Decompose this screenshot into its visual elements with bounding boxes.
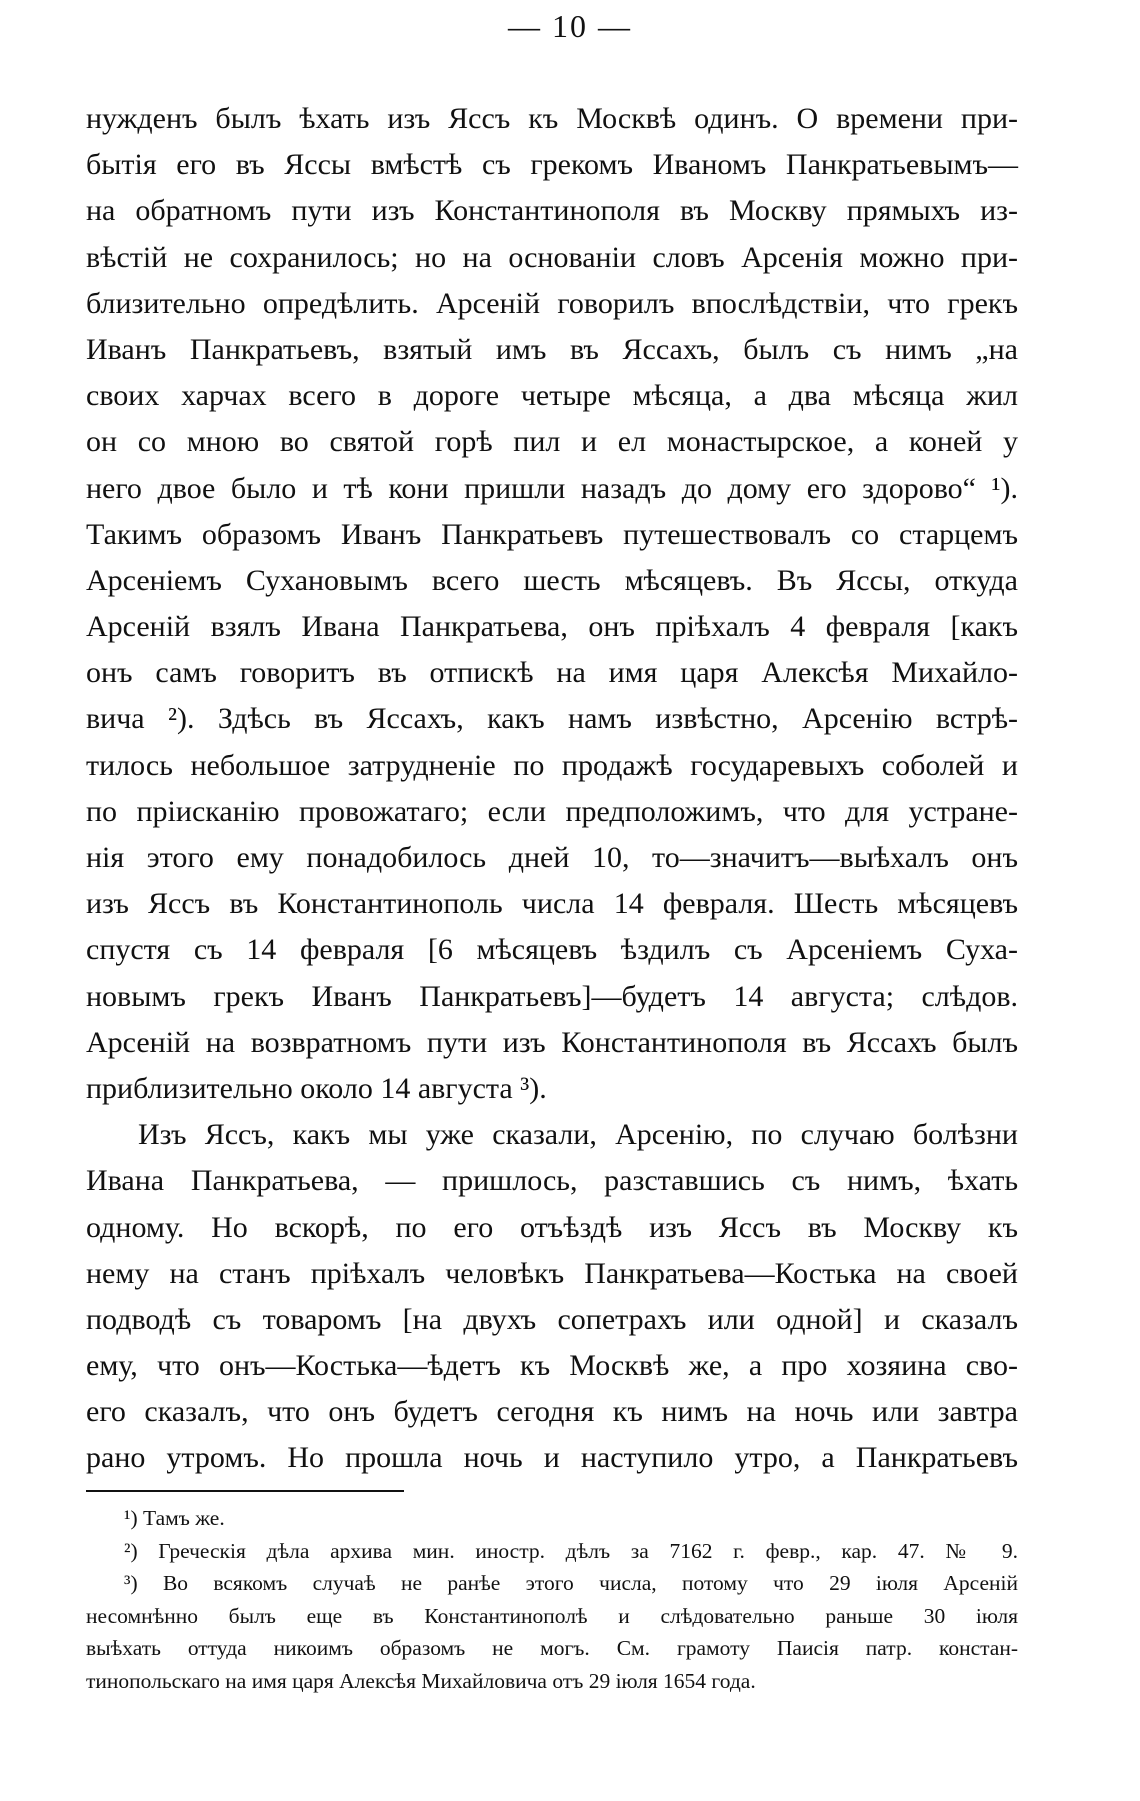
body-line: на обратномъ пути изъ Константинополя въ Москву прямыхъ из- [86, 194, 1018, 228]
body-line: Такимъ образомъ Иванъ Панкратьевъ путешествовалъ со старцемъ [86, 517, 1018, 551]
footnote-line: ³) Во всякомъ случаѣ не ранѣе этого числа, потому что 29 іюля Арсеній [124, 1571, 1018, 1596]
body-line: Изъ Яссъ, какъ мы уже сказали, Арсенію, по случаю болѣзни [138, 1118, 1018, 1152]
body-line: него двое было и тѣ кони пришли назадъ до дому его здорово“ ¹). [86, 471, 1018, 505]
body-text [86, 96, 1018, 1482]
footnote-line: ²) Греческія дѣла архива мин. иностр. дѣлъ за 7162 г. февр., кар. 47. № 9. [124, 1538, 1018, 1563]
page-number: — 10 — [508, 8, 632, 44]
footnote-line: тинопольскаго на имя царя Алексѣя Михайловича отъ 29 іюля 1654 года. [86, 1668, 756, 1693]
body-line: нужденъ былъ ѣхать изъ Яссъ къ Москвѣ одинъ. О времени при- [86, 102, 1018, 135]
body-line: Арсеніемъ Сухановымъ всего шесть мѣсяцевъ. Въ Яссы, откуда [86, 563, 1018, 597]
body-line: его сказалъ, что онъ будетъ сегодня къ нимъ на ночь или завтра [86, 1395, 1018, 1429]
body-line: спустя съ 14 февраля [6 мѣсяцевъ ѣздилъ съ Арсеніемъ Суха- [86, 933, 1018, 967]
footnotes [86, 1502, 1018, 1698]
body-line: Арсеній взялъ Ивана Панкратьева, онъ пріѣхалъ 4 февраля [какъ [86, 610, 1018, 644]
body-line: нія этого ему понадобилось дней 10, то—значитъ—выѣхалъ онъ [86, 841, 1018, 874]
body-line: нему на станъ пріѣхалъ человѣкъ Панкратьева—Костька на своей [86, 1256, 1018, 1290]
body-line: онъ самъ говоритъ въ отпискѣ на имя царя Алексѣя Михайло- [86, 656, 1018, 690]
body-line: ему, что онъ—Костька—ѣдетъ къ Москвѣ же, а про хозяина сво- [86, 1349, 1018, 1383]
body-line: изъ Яссъ въ Константинополь числа 14 февраля. Шесть мѣсяцевъ [86, 887, 1018, 921]
body-line: приблизительно около 14 августа ³). [86, 1071, 547, 1105]
body-line: близительно опредѣлить. Арсеній говорилъ впослѣдствіи, что грекъ [86, 286, 1018, 320]
footnote-line: несомнѣнно былъ еще въ Константинополѣ и слѣдовательно раньше 30 іюля [86, 1603, 1018, 1628]
body-line: одному. Но вскорѣ, по его отъѣздѣ изъ Яссъ въ Москву къ [86, 1210, 1018, 1244]
body-line: бытія его въ Яссы вмѣстѣ съ грекомъ Иваномъ Панкратьевымъ— [86, 148, 1018, 182]
body-line: он со мною во святой горѣ пил и ел монастырское, а коней у [86, 425, 1018, 459]
body-line: вича ²). Здѣсь въ Яссахъ, какъ намъ извѣстно, Арсенію встрѣ- [86, 702, 1018, 736]
body-line: вѣстій не сохранилось; но на основаніи словъ Арсенія можно при- [86, 240, 1018, 274]
body-line: подводѣ съ товаромъ [на двухъ сопетрахъ или одной] и сказалъ [86, 1302, 1018, 1336]
footnote-line: ¹) Тамъ же. [124, 1506, 225, 1530]
body-line: Арсеній на возвратномъ пути изъ Константинополя въ Яссахъ былъ [86, 1025, 1018, 1059]
body-line: своих харчах всего в дороге четыре мѣсяца, а два мѣсяца жил [86, 379, 1018, 413]
body-line: по пріисканію провожатаго; если предположимъ, что для устране- [86, 794, 1018, 828]
body-line: новымъ грекъ Иванъ Панкратьевъ]—будетъ 14 августа; слѣдов. [86, 979, 1018, 1013]
body-line: Иванъ Панкратьевъ, взятый имъ въ Яссахъ, былъ съ нимъ „на [86, 332, 1018, 366]
body-line: Ивана Панкратьева, — пришлось, разставшись съ нимъ, ѣхать [86, 1164, 1018, 1198]
body-line: рано утромъ. Но прошла ночь и наступило утро, а Панкратьевъ [86, 1441, 1018, 1475]
body-line: тилось небольшое затрудненіе по продажѣ государевыхъ соболей и [86, 748, 1018, 782]
footnote-line: выѣхать оттуда никоимъ образомъ не могъ. См. грамоту Паисія патр. констан- [86, 1636, 1018, 1661]
footnote-divider [86, 1490, 404, 1492]
